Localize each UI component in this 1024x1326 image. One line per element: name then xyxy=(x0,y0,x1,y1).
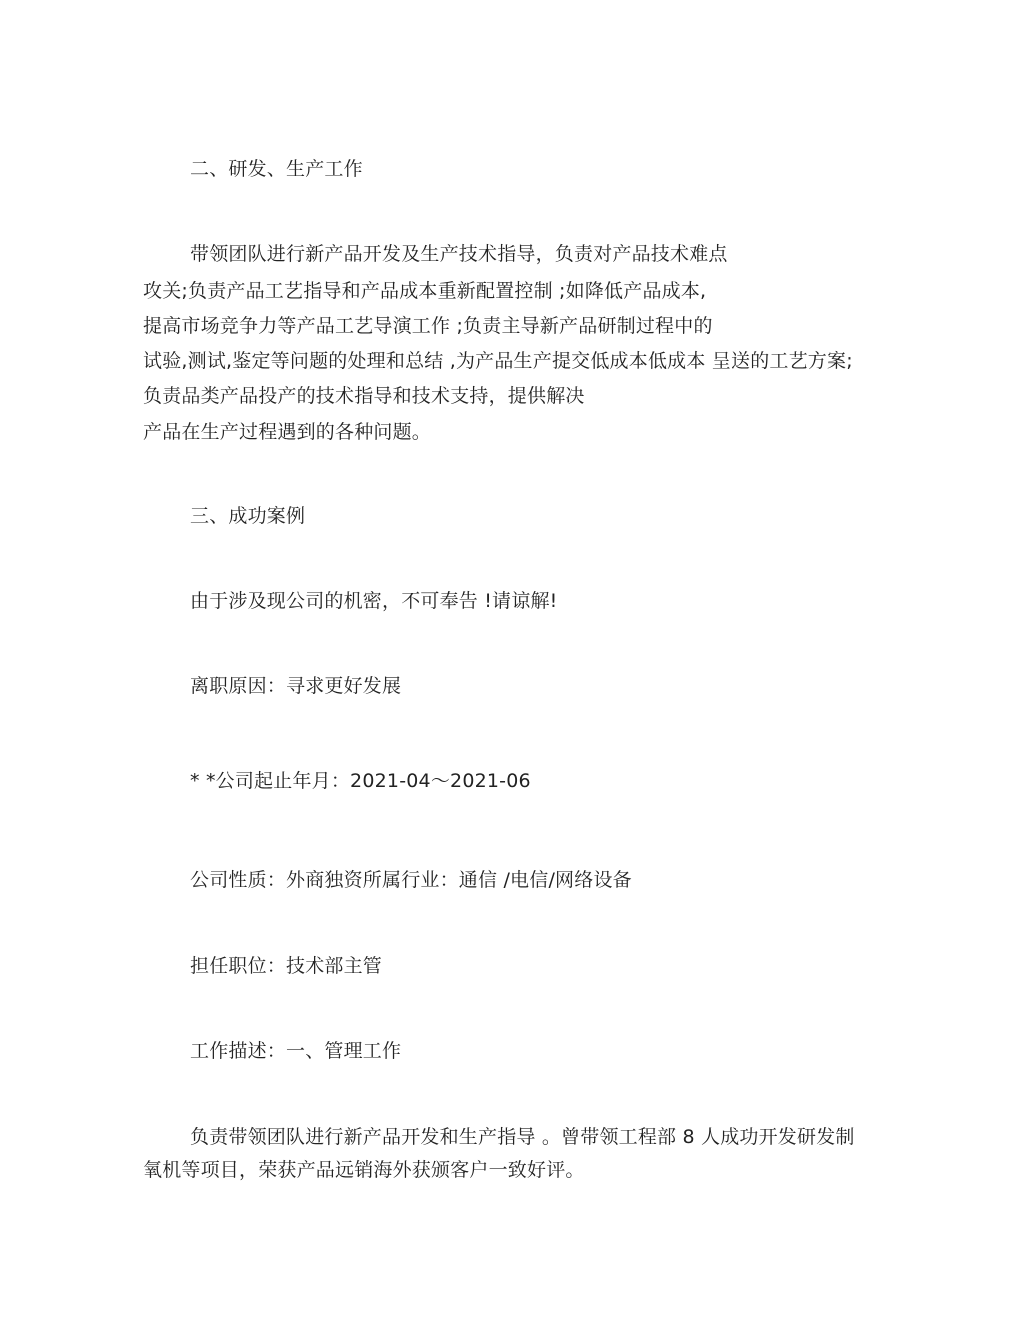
rd-paragraph-line: 产品在生产过程遇到的各种问题。 xyxy=(143,421,432,443)
position: 担任职位：技术部主管 xyxy=(190,955,383,977)
rd-heading: 二、研发、生产工作 xyxy=(190,158,363,180)
rd-paragraph-line: 负责品类产品投产的技术指导和技术支持，提供解决 xyxy=(143,385,585,407)
rd-paragraph-line: 试验,测试,鉴定等问题的处理和总结 ,为产品生产提交低成本低成本 呈送的工艺方案; xyxy=(143,350,853,372)
case-text: 由于涉及现公司的机密，不可奉告 !请谅解! xyxy=(190,590,558,612)
company-nature: 公司性质：外商独资所属行业：通信 /电信/网络设备 xyxy=(190,869,632,891)
rd-paragraph-line: 带领团队进行新产品开发及生产技术指导，负责对产品技术难点 xyxy=(190,243,728,265)
case-heading: 三、成功案例 xyxy=(190,505,306,527)
mgmt-paragraph-line: 氧机等项目，荣获产品远销海外获颁客户一致好评。 xyxy=(143,1159,585,1181)
rd-paragraph-line: 提高市场竞争力等产品工艺导演工作 ;负责主导新产品研制过程中的 xyxy=(143,315,713,337)
work-description: 工作描述：一、管理工作 xyxy=(190,1040,402,1062)
leave-reason: 离职原因：寻求更好发展 xyxy=(190,675,402,697)
mgmt-paragraph-line: 负责带领团队进行新产品开发和生产指导 。曾带领工程部 8 人成功开发研发制 xyxy=(190,1126,855,1148)
rd-paragraph-line: 攻关;负责产品工艺指导和产品成本重新配置控制 ;如降低产品成本, xyxy=(143,280,707,302)
company-period: * *公司起止年月：2021-04～2021-06 xyxy=(190,770,531,792)
